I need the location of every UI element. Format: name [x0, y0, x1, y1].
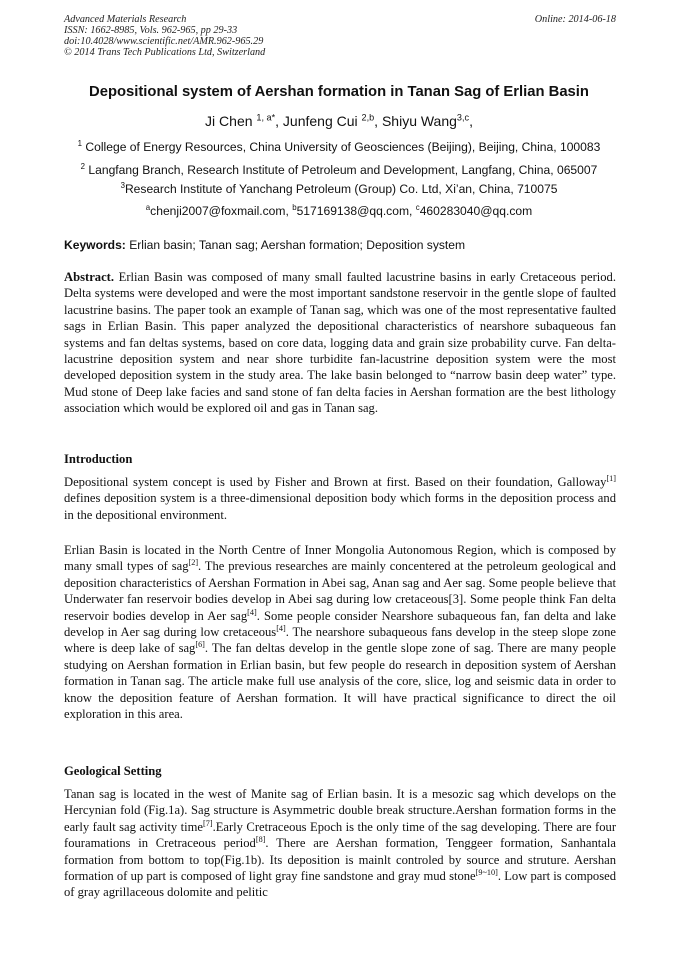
email-link[interactable]: chenji2007@foxmail.com, — [150, 204, 293, 218]
author-separator: , — [275, 113, 283, 129]
paragraph-text: . The nearshore subaqueous fans develop in the steep slope zone where is deep lake of sag — [64, 625, 616, 656]
section-heading-geological-setting: Geological Setting — [64, 764, 162, 778]
email-link[interactable]: 460283040@qq.com — [419, 204, 533, 218]
email-link[interactable]: 517169138@qq.com, — [296, 204, 416, 218]
author-list — [40, 113, 638, 129]
citation[interactable]: [7] — [203, 818, 213, 828]
online-date: Online: 2014-06-18 — [534, 14, 616, 25]
citation[interactable]: [4] — [247, 607, 257, 617]
affiliation-text: College of Energy Resources, China University of Geosciences (Beijing), Beijing, China, 100083 — [85, 140, 601, 154]
affiliation-sup: 2 — [80, 161, 86, 171]
citation[interactable]: [2] — [188, 558, 199, 568]
citation[interactable]: [1] — [606, 473, 616, 483]
journal-header — [64, 14, 616, 58]
paragraph-text: . Low part is composed of gray agrillaceous dolomite and pelitic — [64, 869, 616, 900]
intro-paragraph-2 — [64, 542, 616, 722]
affiliation-sup: 3 — [120, 180, 125, 190]
citation[interactable]: [4] — [276, 623, 286, 633]
paragraph-text: Tanan sag is located in the west of Manite sag of Erlian basin. It is a mesozic sag which develops on the Hercynian fold (Fig.1a). Sag structure is Asymmetric double break structure.Aershan formation forms in the early fault sag activity time — [64, 787, 616, 834]
affiliation-sup: 1 — [77, 138, 83, 148]
author-sup: 3,c — [456, 112, 470, 123]
paragraph-text: Depositional system concept is used by Fisher and Brown at first. Based on their foundation, Galloway — [64, 475, 607, 489]
copyright: © 2014 Trans Tech Publications Ltd, Switzerland — [64, 47, 266, 58]
paragraph-text: . The previous researches are mainly concentered at the petroleum geological and deposition characteristics of Aershan Formation in Abei sag, Anan sag and Aer sag. Some people believe that Underwater fan reservoir bodies develop in Abei sag during low cretaceous[3]. Some people think Fan delta reservoir bodies develop in Aer sag — [64, 559, 616, 623]
paragraph-text: . The fan deltas develop in the gentle slope zone of sag. There are many people studying on Aershan formation in Erlian basin, but few people do research in deposition system of Aershan formation in Tanan sag. The article make full use analysis of the core, slice, log and seismic data in order to know the deposition feature of Aershan formation. It will have practical significance to direct the oil exploration in this area. — [64, 641, 617, 722]
author-name: Junfeng Cui — [282, 113, 358, 129]
intro-paragraph-1 — [64, 474, 616, 523]
affiliation-text: Research Institute of Yanchang Petroleum (Group) Co. Ltd, Xi’an, China, 710075 — [124, 182, 558, 196]
affiliation-3 — [40, 182, 638, 196]
author-separator: , — [374, 113, 382, 129]
citation[interactable]: [8] — [255, 835, 266, 845]
citation[interactable]: [9~10] — [475, 867, 498, 877]
abstract-label: Abstract. — [64, 270, 115, 284]
author-separator: , — [469, 113, 473, 129]
author-sup: 1, a* — [256, 112, 276, 123]
abstract — [64, 269, 616, 417]
keywords-label: Keywords: — [64, 238, 126, 252]
affiliation-1 — [40, 140, 638, 154]
doi: doi:10.4028/www.scientific.net/AMR.962-965.29 — [64, 36, 264, 47]
keywords — [64, 238, 616, 252]
issn: ISSN: 1662-8985, Vols. 962-965, pp 29-33 — [64, 25, 238, 36]
section-heading-introduction: Introduction — [64, 452, 133, 466]
email-sup: c — [415, 202, 420, 212]
paragraph-text: . There are Aershan formation, Tenggeer formation, Sanhantala formation from bottom to top(Fig.1b). Its deposition is mainlt controled by source and struture. Aershan formation of up part is composed of light gray fine sandstone and gray mud stone — [64, 836, 616, 884]
keywords-text: Erlian basin; Tanan sag; Aershan formation; Deposition system — [125, 238, 466, 252]
email-sup: b — [292, 202, 297, 212]
author-name: Shiyu Wang — [381, 113, 457, 129]
paragraph-text: defines deposition system is a three-dimensional deposition body which forms in the deposition process and in the depositional environment. — [64, 491, 616, 522]
author-name: Ji Chen — [205, 113, 253, 129]
paragraph-text: .Early Cretraceous Epoch is the only time of the sag developing. There are four fouramations in Cretraceous period — [64, 819, 617, 851]
paragraph-text: . Some people consider Nearshore subaqueous fan, fan delta and lake develop in Aer sag during low cretaceous — [64, 608, 616, 640]
journal-name: Advanced Materials Research — [64, 14, 187, 25]
email-sup: a — [145, 202, 151, 212]
author-sup: 2,b — [361, 112, 375, 123]
geo-paragraph-1 — [64, 786, 616, 901]
author-emails — [40, 204, 638, 218]
affiliation-text: Langfang Branch, Research Institute of Petroleum and Development, Langfang, China, 065007 — [88, 163, 598, 177]
paper-title: Depositional system of Aershan formation in Tanan Sag of Erlian Basin — [89, 84, 589, 100]
abstract-text: Erlian Basin was composed of many small faulted lacustrine basins in early Cretaceous period. Delta systems were developed and were the most important sandstone reservoir in the gentle slope of faulted lacustrine basins. The paper took an example of Tanan sag, which was one of the most representative faulted sags in Erlian Basin. This paper analyzed the depositional characteristics of nearshore subaqueous fan systems and fan deltas systems, based on core data, logging data and grain size probability curve. Fan delta-lacustrine deposition system and near shore turbidite fan-lacustrine deposition system were the most developed deposition system in the study area. The lake basin belonged to “narrow basin deep water” type. Mud stone of Deep lake facies and sand stone of fan delta facies in Aershan formation are the best lithology association which would be explored oil and gas in Tanan sag. — [64, 270, 616, 416]
paragraph-text: Erlian Basin is located in the North Centre of Inner Mongolia Autonomous Region, which is composed by many small types of sag — [64, 543, 616, 574]
citation[interactable]: [6] — [195, 640, 205, 650]
affiliation-2 — [40, 163, 638, 177]
